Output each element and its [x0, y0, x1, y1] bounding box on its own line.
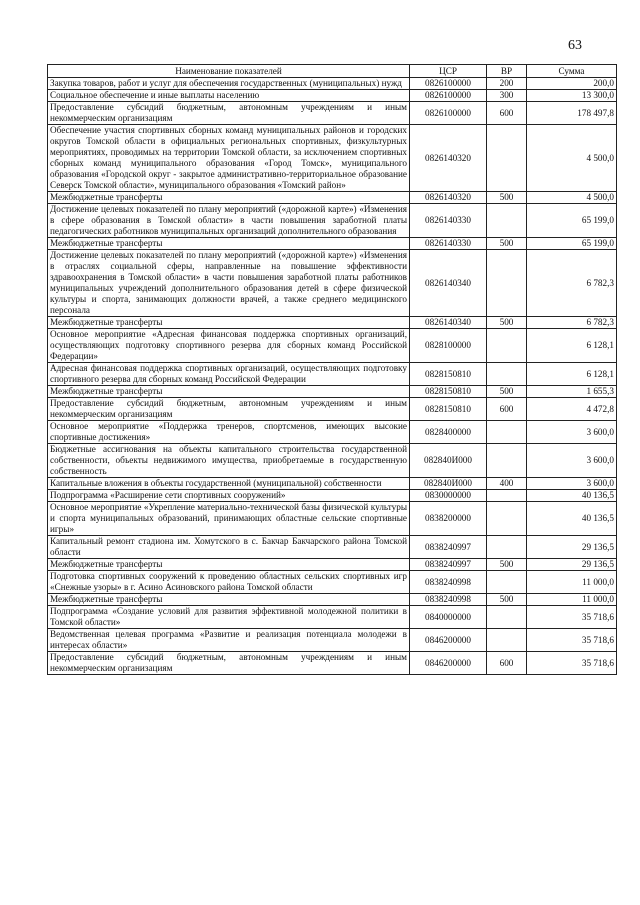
header-csr: ЦСР	[410, 65, 487, 78]
cell-sum: 4 500,0	[527, 125, 617, 192]
cell-name: Капитальные вложения в объекты государственной (муниципальной) собственности	[48, 478, 410, 490]
table-row	[48, 490, 617, 502]
cell-name: Социальное обеспечение и иные выплаты населению	[48, 90, 410, 102]
table-body	[48, 78, 617, 675]
cell-sum: 40 136,5	[527, 502, 617, 536]
cell-sum: 6 128,1	[527, 363, 617, 386]
table-row	[48, 502, 617, 536]
cell-csr: 082840И000	[410, 444, 487, 478]
table-row	[48, 317, 617, 329]
cell-vr: 500	[487, 559, 527, 571]
header-sum: Сумма	[527, 65, 617, 78]
cell-csr: 0826140320	[410, 125, 487, 192]
cell-name: Межбюджетные трансферты	[48, 192, 410, 204]
table-row	[48, 421, 617, 444]
table-row	[48, 250, 617, 317]
cell-vr	[487, 606, 527, 629]
table-row	[48, 606, 617, 629]
table-row	[48, 329, 617, 363]
cell-sum: 4 500,0	[527, 192, 617, 204]
cell-name: Межбюджетные трансферты	[48, 559, 410, 571]
cell-csr: 0828150810	[410, 398, 487, 421]
cell-csr: 0828150810	[410, 386, 487, 398]
cell-sum: 6 128,1	[527, 329, 617, 363]
cell-name: Достижение целевых показателей по плану мероприятий («дорожной карте») «Изменения в отраслях социальной сферы, направленные на повышение эффективности здравоохранения в Томской области» в части повышения заработной платы работников муниципальных учреждений дополнительного образования детей в сфере физической культуры и спорта, занимающих должности врачей, а также среднего медицинского персонала	[48, 250, 410, 317]
cell-csr: 0826140340	[410, 317, 487, 329]
cell-csr: 082840И000	[410, 478, 487, 490]
cell-name: Достижение целевых показателей по плану мероприятий («дорожной карте») «Изменения в сфере образования в Томской области» в части повышения заработной платы педагогических работников муниципальных организаций дополнительного образования	[48, 204, 410, 238]
table-row	[48, 204, 617, 238]
cell-name: Предоставление субсидий бюджетным, автономным учреждениям и иным некоммерческим организациям	[48, 102, 410, 125]
cell-sum: 178 497,8	[527, 102, 617, 125]
cell-sum: 11 000,0	[527, 571, 617, 594]
cell-vr: 500	[487, 192, 527, 204]
cell-sum: 35 718,6	[527, 606, 617, 629]
cell-csr: 0826140340	[410, 250, 487, 317]
cell-csr: 0828400000	[410, 421, 487, 444]
cell-csr: 0846200000	[410, 652, 487, 675]
header-name: Наименование показателей	[48, 65, 410, 78]
cell-vr	[487, 363, 527, 386]
cell-name: Обеспечение участия спортивных сборных команд муниципальных районов и городских округов Томской области в официальных региональных спортивных, физкультурных мероприятиях, проводимых на территории Томской области, за исключением спортивных сборных команд муниципального образования «Город Томск», муниципального образования «Городской округ - закрытое административно-территориальное образование Северск Томской области», муниципального образования «Томский район»	[48, 125, 410, 192]
cell-vr: 500	[487, 238, 527, 250]
cell-csr: 0840000000	[410, 606, 487, 629]
cell-name: Подготовка спортивных сооружений к проведению областных сельских спортивных игр «Снежные узоры» в г. Асино Асиновского района Томской области	[48, 571, 410, 594]
table-row	[48, 536, 617, 559]
cell-name: Межбюджетные трансферты	[48, 386, 410, 398]
cell-sum: 13 300,0	[527, 90, 617, 102]
cell-vr: 500	[487, 317, 527, 329]
cell-name: Подпрограмма «Расширение сети спортивных сооружений»	[48, 490, 410, 502]
cell-name: Предоставление субсидий бюджетным, автономным учреждениям и иным некоммерческим организациям	[48, 398, 410, 421]
cell-vr	[487, 536, 527, 559]
cell-csr: 0826100000	[410, 90, 487, 102]
cell-csr: 0826100000	[410, 78, 487, 90]
cell-sum: 3 600,0	[527, 478, 617, 490]
cell-sum: 11 000,0	[527, 594, 617, 606]
table-header-row	[48, 65, 617, 78]
cell-name: Предоставление субсидий бюджетным, автономным учреждениям и иным некоммерческим организациям	[48, 652, 410, 675]
cell-csr: 0838240998	[410, 594, 487, 606]
cell-sum: 6 782,3	[527, 317, 617, 329]
cell-csr: 0838240997	[410, 559, 487, 571]
cell-sum: 200,0	[527, 78, 617, 90]
cell-name: Межбюджетные трансферты	[48, 317, 410, 329]
cell-vr: 600	[487, 102, 527, 125]
table-row	[48, 559, 617, 571]
cell-sum: 40 136,5	[527, 490, 617, 502]
table-row	[48, 652, 617, 675]
cell-vr	[487, 204, 527, 238]
table-row	[48, 629, 617, 652]
table-row	[48, 78, 617, 90]
cell-vr: 400	[487, 478, 527, 490]
cell-sum: 65 199,0	[527, 238, 617, 250]
cell-sum: 65 199,0	[527, 204, 617, 238]
cell-csr: 0826140330	[410, 204, 487, 238]
cell-csr: 0846200000	[410, 629, 487, 652]
cell-sum: 35 718,6	[527, 652, 617, 675]
cell-name: Подпрограмма «Создание условий для развития эффективной молодежной политики в Томской области»	[48, 606, 410, 629]
table-row	[48, 386, 617, 398]
cell-csr: 0838200000	[410, 502, 487, 536]
cell-vr	[487, 250, 527, 317]
table-row	[48, 398, 617, 421]
table-row	[48, 478, 617, 490]
table-row	[48, 444, 617, 478]
table-row	[48, 192, 617, 204]
cell-sum: 6 782,3	[527, 250, 617, 317]
cell-csr: 0826140320	[410, 192, 487, 204]
cell-sum: 1 655,3	[527, 386, 617, 398]
cell-vr: 600	[487, 652, 527, 675]
cell-name: Ведомственная целевая программа «Развитие и реализация потенциала молодежи в интересах области»	[48, 629, 410, 652]
page-number: 63	[568, 38, 582, 53]
cell-csr: 0828100000	[410, 329, 487, 363]
table-row	[48, 594, 617, 606]
cell-name: Адресная финансовая поддержка спортивных организаций, осуществляющих подготовку спортивного резерва для сборных команд Российской Федерации	[48, 363, 410, 386]
cell-name: Межбюджетные трансферты	[48, 594, 410, 606]
cell-vr	[487, 421, 527, 444]
cell-sum: 29 136,5	[527, 559, 617, 571]
cell-name: Основное мероприятие «Адресная финансовая поддержка спортивных организаций, осуществляющих подготовку спортивного резерва для сборных команд Российской Федерации»	[48, 329, 410, 363]
cell-csr: 0838240997	[410, 536, 487, 559]
cell-csr: 0826140330	[410, 238, 487, 250]
cell-sum: 4 472,8	[527, 398, 617, 421]
cell-vr	[487, 502, 527, 536]
cell-vr	[487, 571, 527, 594]
table-row	[48, 90, 617, 102]
cell-sum: 3 600,0	[527, 421, 617, 444]
table-row	[48, 102, 617, 125]
cell-csr: 0830000000	[410, 490, 487, 502]
cell-name: Капитальный ремонт стадиона им. Хомутского в с. Бакчар Бакчарского района Томской области	[48, 536, 410, 559]
header-vr: ВР	[487, 65, 527, 78]
table-row	[48, 238, 617, 250]
cell-vr	[487, 125, 527, 192]
cell-name: Основное мероприятие «Поддержка тренеров, спортсменов, имеющих высокие спортивные достижения»	[48, 421, 410, 444]
budget-table	[47, 64, 617, 675]
cell-vr: 500	[487, 594, 527, 606]
cell-vr	[487, 490, 527, 502]
cell-csr: 0838240998	[410, 571, 487, 594]
cell-vr	[487, 629, 527, 652]
cell-vr: 500	[487, 386, 527, 398]
cell-name: Основное мероприятие «Укрепление материально-технической базы физической культуры и спорта муниципальных образований, принимающих областные сельские спортивные игры»	[48, 502, 410, 536]
cell-sum: 3 600,0	[527, 444, 617, 478]
cell-name: Закупка товаров, работ и услуг для обеспечения государственных (муниципальных) нужд	[48, 78, 410, 90]
cell-vr: 200	[487, 78, 527, 90]
cell-name: Бюджетные ассигнования на объекты капитального строительства государственной собственности, объекты недвижимого имущества, приобретаемые в государственную собственность	[48, 444, 410, 478]
cell-name: Межбюджетные трансферты	[48, 238, 410, 250]
cell-sum: 29 136,5	[527, 536, 617, 559]
table-row	[48, 571, 617, 594]
cell-vr	[487, 444, 527, 478]
cell-sum: 35 718,6	[527, 629, 617, 652]
table-row	[48, 363, 617, 386]
cell-vr: 300	[487, 90, 527, 102]
cell-csr: 0828150810	[410, 363, 487, 386]
cell-vr	[487, 329, 527, 363]
table-row	[48, 125, 617, 192]
cell-vr: 600	[487, 398, 527, 421]
cell-csr: 0826100000	[410, 102, 487, 125]
